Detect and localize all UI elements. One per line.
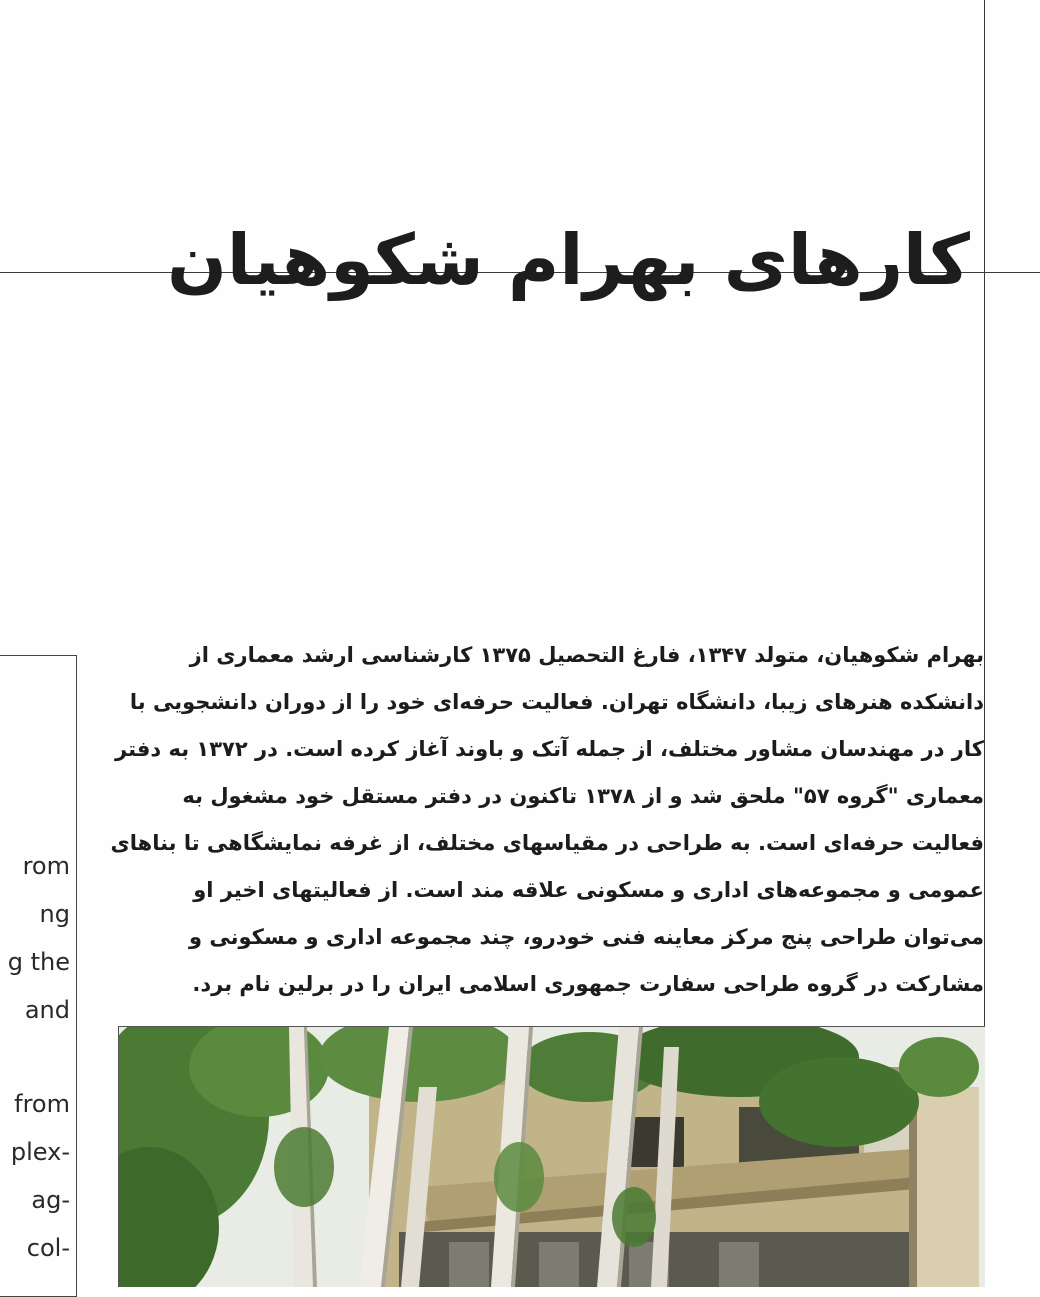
adjacent-line: ng — [39, 900, 70, 928]
paragraph-line: عمومی و مجموعه‌های اداری و مسکونی علاقه مند است. از فعالیتهای اخیر او — [193, 878, 984, 902]
paragraph-line: فعالیت حرفه‌ای است. به طراحی در مقیاسهای مختلف، از غرفه نمایشگاهی تا بناهای — [110, 831, 984, 855]
paragraph-line: معماری "گروه ۵۷" ملحق شد و از ۱۳۷۸ تاکنون در دفتر مستقل خود مشغول به — [182, 784, 984, 808]
paragraph-line: دانشکده هنرهای زیبا، دانشگاه تهران. فعالیت حرفه‌ای خود را از دوران دانشجویی با — [129, 690, 984, 714]
paragraph-line: می‌توان طراحی پنج مرکز معاینه فنی خودرو، چند مجموعه اداری و مسکونی و — [188, 925, 984, 949]
adjacent-line: col- — [26, 1234, 70, 1262]
adjacent-line: and — [24, 996, 70, 1024]
building-with-trees-photo — [118, 1026, 985, 1287]
paragraph-line: مشارکت در گروه طراحی سفارت جمهوری اسلامی ایران را در برلین نام برد. — [192, 972, 984, 996]
adjacent-line: plex- — [10, 1138, 70, 1166]
adjacent-line: ag- — [31, 1186, 70, 1214]
article-title: کارهای بهرام شکوهیان — [167, 219, 970, 301]
adjacent-line: g the — [7, 948, 70, 976]
paragraph-line: کار در مهندسان مشاور مختلف، از جمله آتک و باوند آغاز کرده است. در ۱۳۷۲ به دفتر — [115, 737, 984, 761]
adjacent-line: from — [14, 1090, 70, 1118]
paragraph-line: بهرام شکوهیان، متولد ۱۳۴۷، فارغ التحصیل ۱۳۷۵ کارشناسی ارشد معماری از — [189, 643, 984, 667]
photo-illustration — [119, 1027, 985, 1287]
adjacent-page-text — [0, 842, 70, 1272]
adjacent-page-column — [0, 655, 77, 1297]
adjacent-line-gap — [0, 1034, 70, 1080]
article-paragraph — [104, 632, 984, 1008]
adjacent-line: rom — [22, 852, 70, 880]
